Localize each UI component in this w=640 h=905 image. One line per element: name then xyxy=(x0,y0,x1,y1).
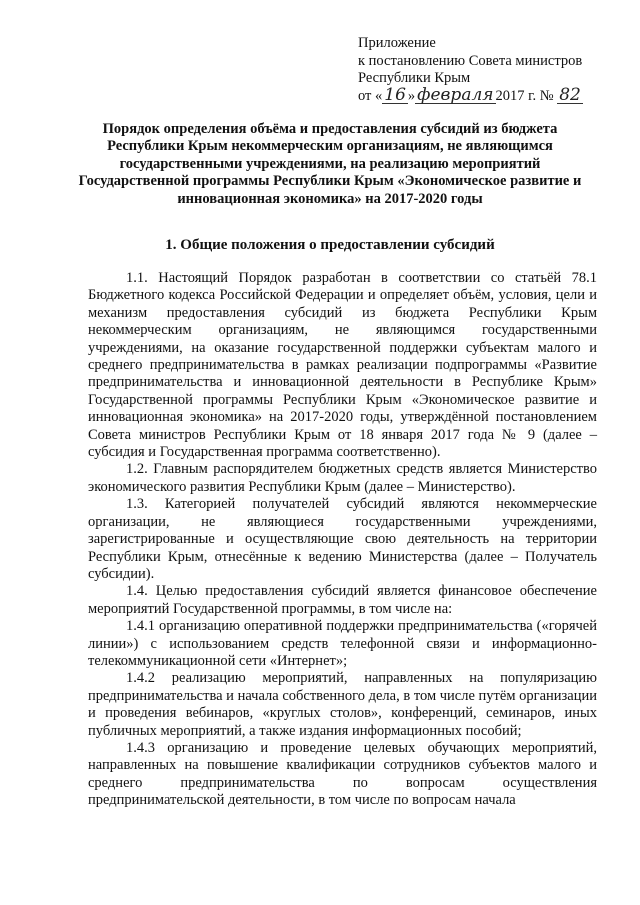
appendix-issuer: Республики Крым xyxy=(358,70,471,86)
date-mid: » xyxy=(407,87,416,104)
paragraph-1-1: 1.1. Настоящий Порядок разработан в соответствии со статьёй 78.1 Бюджетного кодекса Российской Федерации и определяет объём, условия, цели и механизм предоставления субсидий из бюджета Республики Крым некоммерческим организациям, не являющимся государственными учреждениями, на оказание государственной поддержки субъектам малого и среднего предпринимательства в рамках реализации подпрограммы «Развитие предпринимательства и инновационной деятельности в Республике Крым» Государственной программы Республики Крым «Экономическое развитие и инновационная экономика» на 2017-2020 годы, утверждённой постановлением Совета министров Республики Крым от 18 января 2017 года № 9 (далее – субсидия и Государственная программа соответственно). xyxy=(88,270,597,461)
appendix-date-line xyxy=(358,84,628,106)
appendix-label: Приложение xyxy=(358,35,436,51)
paragraph-1-4-2: 1.4.2 реализацию мероприятий, направленных на популяризацию предпринимательства и начала собственного дела, в том числе путём организации и проведения вебинаров, «круглых столов», конференций, семинаров, иных публичных мероприятий, а также издания информационных пособий; xyxy=(88,670,597,739)
document-title: Порядок определения объёма и предоставления субсидий из бюджета Республики Крым некоммерческим организациям, не являющимся государственными учреждениями, на реализацию мероприятий Государственной программы Республики Крым «Экономическое развитие и инновационная экономика» на 2017-2020 годы xyxy=(78,121,582,207)
handwritten-day: 16 xyxy=(384,84,406,105)
handwritten-month: февраля xyxy=(417,84,494,105)
handwritten-number: 82 xyxy=(559,84,581,105)
section-heading: 1. Общие положения о предоставлении субсидий xyxy=(165,237,495,253)
paragraph-1-2: 1.2. Главным распорядителем бюджетных средств является Министерство экономического развития Республики Крым (далее – Министерство). xyxy=(88,461,597,495)
document-body xyxy=(88,270,597,810)
paragraph-1-4-3: 1.4.3 организацию и проведение целевых обучающих мероприятий, направленных на повышение квалификации сотрудников субъектов малого и среднего предпринимательства по вопросам осуществления предпринимательской деятельности, в том числе по вопросам начала xyxy=(88,739,597,809)
paragraph-1-4-1: 1.4.1 организацию оперативной поддержки предпринимательства («горячей линии») с использованием средств телефонной связи и информационно-телекоммуникационной сети «Интернет»; xyxy=(88,618,597,669)
date-prefix: от « xyxy=(358,87,383,104)
appendix-reference: к постановлению Совета министров xyxy=(358,52,583,69)
date-suffix: 2017 г. № xyxy=(495,87,554,104)
paragraph-1-4: 1.4. Целью предоставления субсидий является финансовое обеспечение мероприятий Государственной программы, в том числе на: xyxy=(88,583,597,617)
paragraph-1-3: 1.3. Категорией получателей субсидий являются некоммерческие организации, не являющиеся государственными учреждениями, зарегистрированные и осуществляющие свою деятельность на территории Республики Крым, отнесённые к ведению Министерства (далее – Получатель субсидии). xyxy=(88,496,597,582)
appendix-header xyxy=(358,35,628,105)
